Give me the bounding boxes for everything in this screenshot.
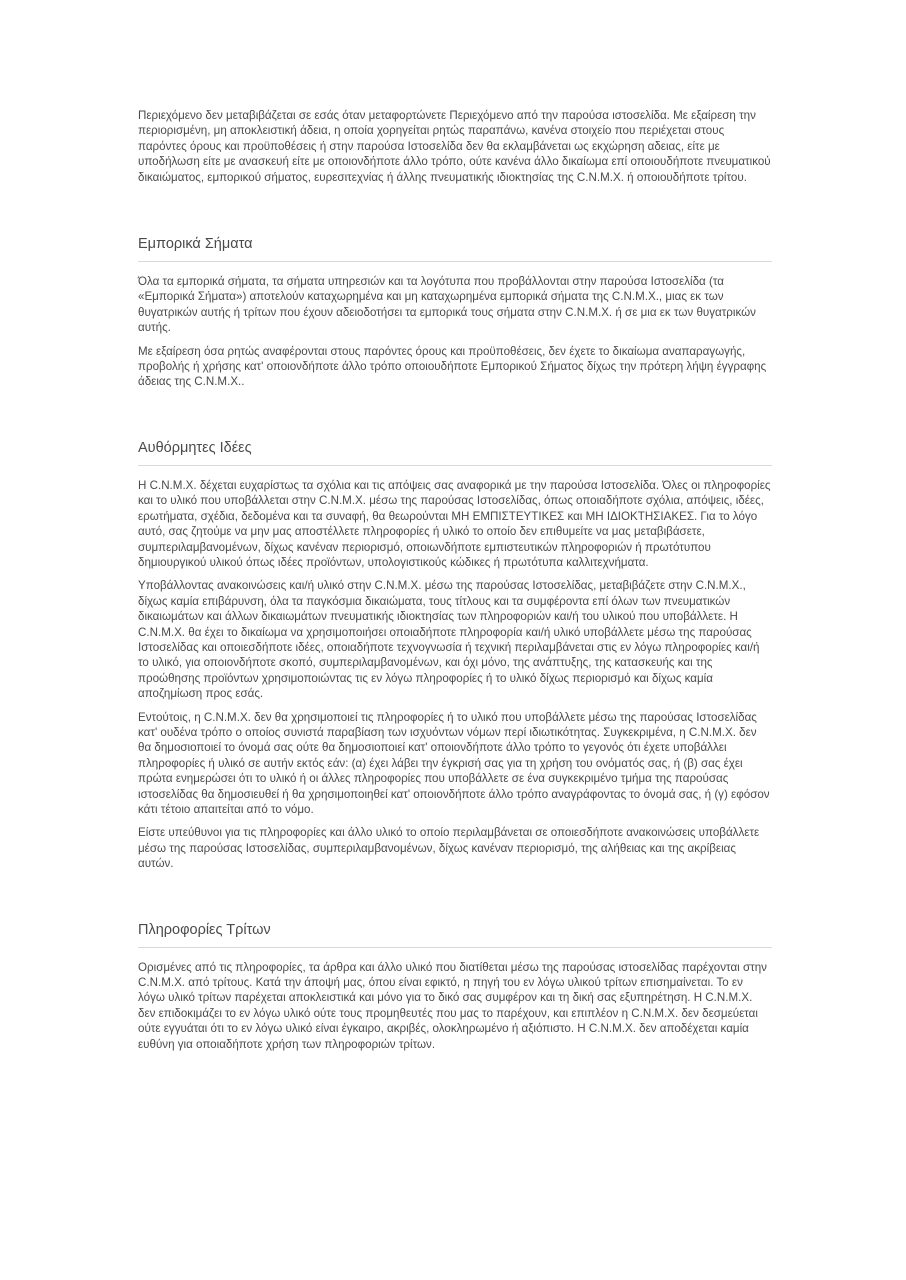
intro-paragraph: Περιεχόμενο δεν μεταβιβάζεται σε εσάς όταν μεταφορτώνετε Περιεχόμενο από την παρούσα ιστοσελίδα. Με εξαίρεση την περιορισμένη, μη αποκλειστική άδεια, η οποία χορηγείται ρητώς παραπάνω, κανένα στοιχείο που περιέχεται στους παρόντες όρους και προϋποθέσεις ή στην παρούσα Ιστοσελίδα δεν θα εκλαμβάνεται ως εκχώρηση αδειας, είτε με υποδήλωση είτε με ανασκευή είτε με οποιονδήποτε άλλο τρόπο, ούτε κανένα άλλο δικαίωμα επί οποιουδήποτε πνευματικού δικαιώματος, εμπορικού σήματος, ευρεσιτεχνίας ή άλλης πνευματικής ιδιοκτησίας της C.N.M.X. ή οποιουδήποτε τρίτου. (138, 109, 771, 184)
paragraph: Όλα τα εμπορικά σήματα, τα σήματα υπηρεσιών και τα λογότυπα που προβάλλονται στην παρούσα Ιστοσελίδα (τα «Εμπορικά Σήματα») αποτελούν καταχωρημένα και μη καταχωρημένα εμπορικά σήματα της C.N.M.X., μιας εκ των θυγατρικών αυτής ή τρίτων που έχουν αδειοδοτήσει τα εμπορικά τους σήματα στην C.N.M.X. ή σε μια εκ των θυγατρικών αυτής. (138, 275, 756, 335)
section-title-third-party: Πληροφορίες Τρίτων (138, 921, 772, 948)
section-trademarks (138, 235, 772, 390)
section-third-party (138, 921, 772, 1052)
section-body-ideas (138, 466, 772, 872)
paragraph: Είστε υπεύθυνοι για τις πληροφορίες και άλλο υλικό το οποίο περιλαμβάνεται σε οποιεσδήποτε ανακοινώσεις υποβάλλετε μέσω της παρούσας Ιστοσελίδας, συμπεριλαμβανομένων, δίχως κανέναν περιορισμό, της αλήθειας και της ακρίβειας αυτών. (138, 826, 760, 871)
paragraph: Η C.N.M.X. δέχεται ευχαρίστως τα σχόλια και τις απόψεις σας αναφορικά με την παρούσα Ιστοσελίδα. Όλες οι πληροφορίες και το υλικό που υποβάλλεται στην C.N.M.X. μέσω της παρούσας Ιστοσελίδας, όπως οποιαδήποτε σχόλια, απόψεις, ιδέες, ερωτήματα, σχέδια, δεδομένα και τα συναφή, θα θεωρούνται ΜΗ ΕΜΠΙΣΤΕΥΤΙΚΕΣ και ΜΗ ΙΔΙΟΚΤΗΣΙΑΚΕΣ. Για το λόγο αυτό, σας ζητούμε να μην μας αποστέλλετε πληροφορίες ή υλικό το οποίο δεν επιθυμείτε να μας μεταβιβάσετε, συμπεριλαμβανομένων, δίχως κανέναν περιορισμό, οποιωνδήποτε εμπιστευτικών πληροφοριών ή πρωτότυπου δημιουργικού υλικού όπως ιδέες προϊόντων, υπολογιστικούς κώδικες ή πρωτότυπα καλλιτεχνήματα. (138, 478, 771, 569)
paragraph: Με εξαίρεση όσα ρητώς αναφέρονται στους παρόντες όρους και προϋποθέσεις, δεν έχετε το δικαίωμα αναπαραγωγής, προβολής ή χρήσης κατ' οποιονδήποτε άλλο τρόπο οποιουδήποτε Εμπορικού Σήματος δίχως την πρότερη λήψη έγγραφης άδειας της C.N.M.X.. (138, 344, 767, 389)
paragraph: Υποβάλλοντας ανακοινώσεις και/ή υλικό στην C.N.M.X. μέσω της παρούσας Ιστοσελίδας, μεταβιβάζετε στην C.N.M.X., δίχως καμία επιβάρυνση, όλα τα παγκόσμια δικαιώματα, τους τίτλους και τα συμφέροντα επί όλων των πνευματικών δικαιωμάτων και άλλων δικαιωμάτων πνευματικής ιδιοκτησίας των πληροφοριών και/ή του υλικού που υποβάλλετε. Η C.N.M.X. θα έχει το δικαίωμα να χρησιμοποιήσει οποιαδήποτε πληροφορία και/ή υλικό υποβάλλετε μέσω της παρούσας Ιστοσελίδας και οποιεσδήποτε ιδέες, οποιαδήποτε τεχνογνωσία ή τεχνική περιλαμβάνεται στις εν λόγω πληροφορίες και/ή το υλικό, για οποιονδήποτε σκοπό, συμπεριλαμβανομένων, και όχι μόνο, της ανάπτυξης, της κατασκευής και της προώθησης προϊόντων χρησιμοποιώντας τις εν λόγω πληροφορίες ή το υλικό δίχως περιορισμό και δίχως καμία αποζημίωση προς εσάς. (138, 579, 760, 701)
section-body-trademarks (138, 262, 772, 390)
paragraph: Εντούτοις, η C.N.M.X. δεν θα χρησιμοποιεί τις πληροφορίες ή το υλικό που υποβάλλετε μέσω της παρούσας Ιστοσελίδας κατ' ουδένα τρόπο ο οποίος συνιστά παραβίαση των ισχυόντων νόμων περί ιδιωτικότητας. Συγκεκριμένα, η C.N.M.X. δεν θα δημοσιοποιεί το όνομά σας ούτε θα δημοσιοποιεί κατ' οποιονδήποτε άλλο τρόπο το γεγονός ότι έχετε υποβάλλει πληροφορίες ή υλικό σε αυτήν εκτός εάν: (α) έχει λάβει την έγκρισή σας για τη χρήση του ονόματός σας, ή (β) σας έχει πρώτα ενημερώσει ότι το υλικό ή οι άλλες πληροφορίες που υποβάλλετε σε ένα συγκεκριμένο τμήμα της παρούσας ιστοσελίδας θα δημοσιευθεί ή θα χρησιμοποιηθεί κατ' οποιονδήποτε άλλο τρόπο αναγράφοντας το όνομά σας, ή (γ) εφόσον κάτι τέτοιο απαιτείται από το νόμο. (138, 710, 770, 816)
document-page (138, 108, 772, 1052)
section-body-third-party (138, 948, 772, 1052)
section-ideas (138, 439, 772, 872)
section-title-trademarks: Εμπορικά Σήματα (138, 235, 772, 262)
section-title-ideas: Αυθόρμητες Ιδέες (138, 439, 772, 466)
paragraph: Ορισμένες από τις πληροφορίες, τα άρθρα και άλλο υλικό που διατίθεται μέσω της παρούσας ιστοσελίδας παρέχονται στην C.N.M.X. από τρίτους. Κατά την άποψή μας, όπου είναι εφικτό, η πηγή του εν λόγω υλικού τρίτων επισημαίνεται. Το εν λόγω υλικό τρίτων παρέχεται αποκλειστικά και μόνο για το δικό σας συμφέρον και τη δική σας εξυπηρέτηση. Η C.N.M.X. δεν επιδοκιμάζει το εν λόγω υλικό ούτε τους προμηθευτές που μας το παρέχουν, και επιπλέον η C.N.M.X. δεν δεσμεύεται ούτε εγγυάται ότι το εν λόγω υλικό είναι έγκαιρο, ακριβές, ολοκληρωμένο ή αξιόπιστο. Η C.N.M.X. δεν αποδέχεται καμία ευθύνη για οποιαδήποτε χρήση των πληροφοριών τρίτων. (138, 960, 767, 1051)
